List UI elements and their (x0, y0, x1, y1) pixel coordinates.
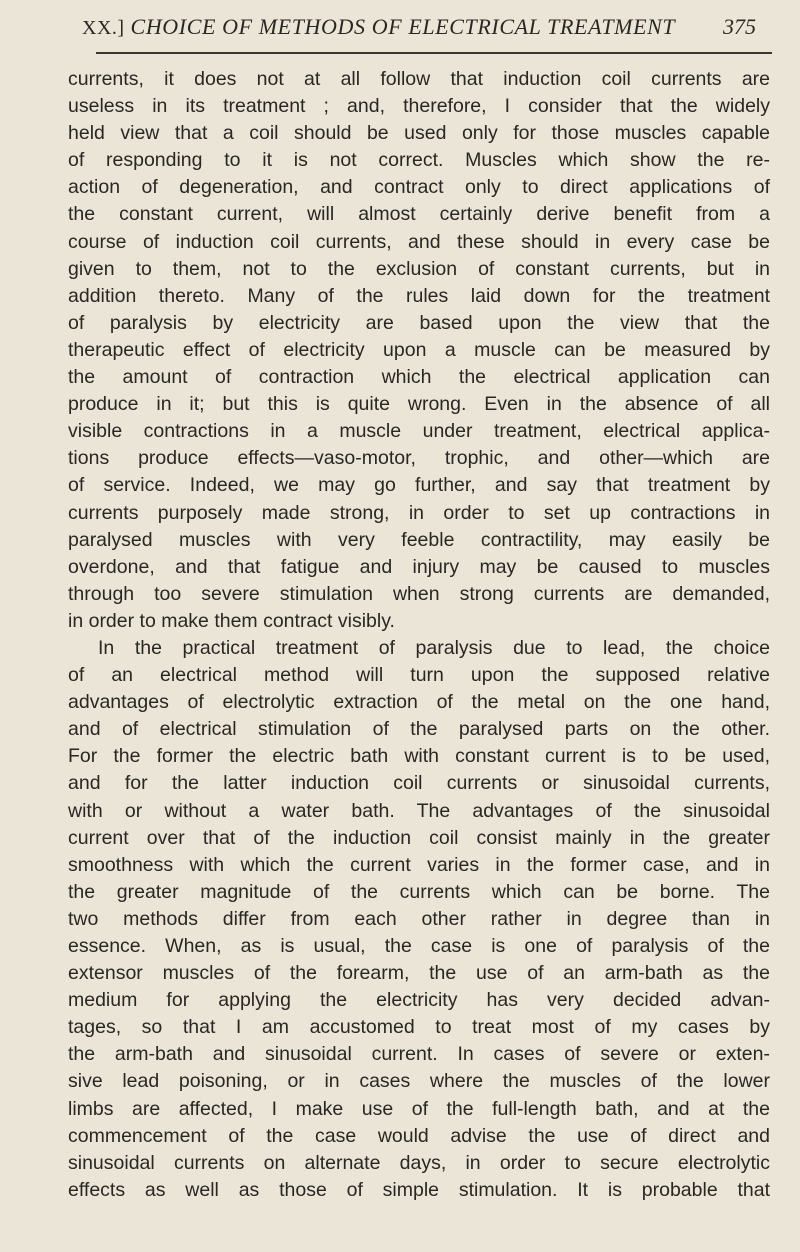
text-line: tions produce effects—vaso-motor, trophic, and other—which are (68, 447, 770, 470)
text-line: addition thereto. Many of the rules laid down for the treatment (68, 284, 770, 307)
text-line: tages, so that I am accustomed to treat most of my cases by (68, 1016, 770, 1039)
text-line: the greater magnitude of the currents which can be borne. The (68, 880, 770, 903)
running-head (82, 14, 772, 54)
text-line: commencement of the case would advise the use of direct and (68, 1124, 770, 1147)
text-line: medium for applying the electricity has very decided advan- (68, 989, 770, 1012)
text-line: of an electrical method will turn upon the supposed relative (68, 664, 770, 687)
text-line: in order to make them contract visibly. (68, 609, 395, 632)
text-line: through too severe stimulation when strong currents are demanded, (68, 582, 770, 605)
text-line: visible contractions in a muscle under treatment, electrical applica- (68, 420, 770, 443)
text-line: essence. When, as is usual, the case is one of paralysis of the (68, 935, 770, 957)
text-line: smoothness with which the current varies in the former case, and in (68, 853, 770, 876)
text-line: effects as well as those of simple stimulation. It is probable that (68, 1178, 770, 1201)
text-line: current over that of the induction coil consist mainly in the greater (68, 826, 770, 849)
text-line: of service. Indeed, we may go further, and say that treatment by (68, 474, 770, 497)
text-line: In the practical treatment of paralysis due to lead, the choice (98, 636, 770, 659)
text-line: of paralysis by electricity are based upon the view that the (68, 311, 770, 334)
header-rule (96, 52, 772, 54)
text-line: and for the latter induction coil currents or sinusoidal currents, (68, 772, 770, 795)
text-line: the amount of contraction which the electrical application can (68, 366, 770, 389)
text-line: two methods differ from each other rather in degree than in (68, 907, 770, 930)
text-line: with or without a water bath. The advantages of the sinusoidal (68, 799, 770, 822)
text-line: course of induction coil currents, and these should in every case be (68, 230, 770, 253)
text-line: paralysed muscles with very feeble contractility, may easily be (68, 528, 770, 551)
text-line: given to them, not to the exclusion of constant currents, but in (68, 257, 770, 280)
text-line: sive lead poisoning, or in cases where the muscles of the lower (68, 1070, 770, 1093)
text-line: currents purposely made strong, in order to set up contractions in (68, 501, 770, 524)
body-text (68, 66, 770, 1204)
text-line: action of degeneration, and contract only to direct applications of (68, 176, 770, 199)
text-line: sinusoidal currents on alternate days, in order to secure electrolytic (68, 1151, 770, 1174)
text-line: held view that a coil should be used only for those muscles capable (68, 122, 770, 145)
text-line: produce in it; but this is quite wrong. Even in the absence of all (68, 393, 770, 416)
text-line: the arm-bath and sinusoidal current. In cases of severe or exten- (68, 1043, 770, 1066)
text-line: advantages of electrolytic extraction of the metal on the one hand, (68, 691, 770, 714)
text-line: the constant current, will almost certainly derive benefit from a (68, 203, 770, 226)
page-number: 375 (723, 14, 756, 39)
text-line: of responding to it is not correct. Muscles which show the re- (68, 149, 770, 172)
text-line: limbs are affected, I make use of the full-length bath, and at the (68, 1097, 770, 1120)
text-line: For the former the electric bath with constant current is to be used, (68, 745, 770, 768)
text-line: therapeutic effect of electricity upon a muscle can be measured by (68, 338, 770, 361)
running-title: CHOICE OF METHODS OF ELECTRICAL TREATMENT (130, 14, 676, 39)
text-line: extensor muscles of the forearm, the use of an arm-bath as the (68, 962, 770, 985)
text-line: overdone, and that fatigue and injury may be caused to muscles (68, 555, 770, 578)
chapter-number: XX.] (82, 17, 125, 39)
text-line: currents, it does not at all follow that induction coil currents are (68, 68, 770, 90)
text-line: and of electrical stimulation of the paralysed parts on the other. (68, 718, 770, 741)
text-line: useless in its treatment ; and, therefore, I consider that the widely (68, 95, 770, 118)
